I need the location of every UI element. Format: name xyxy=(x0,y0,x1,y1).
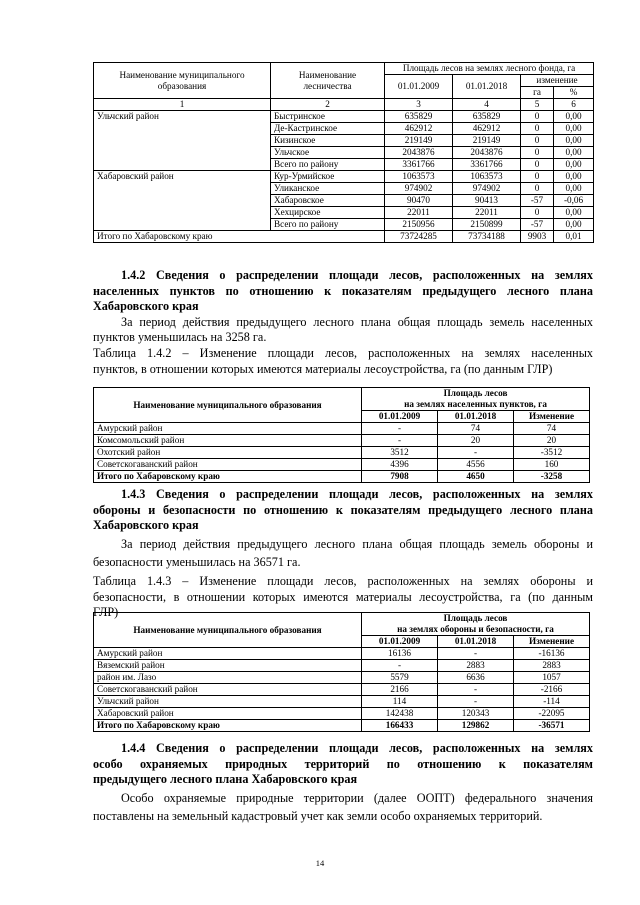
table-row xyxy=(94,648,590,660)
table1-header-municipal: Наименование муниципального образования xyxy=(94,63,271,99)
value-2018: 90413 xyxy=(453,195,521,207)
value-2009: - xyxy=(362,660,438,672)
total-label: Итого по Хабаровскому краю xyxy=(94,231,385,243)
change-ha: 0 xyxy=(521,135,554,147)
paragraph: поставлены на земельный кадастровый учет как земли особо охраняемых территорий. xyxy=(93,809,543,824)
table1-colnum-row xyxy=(94,99,594,111)
change-value: -114 xyxy=(514,696,590,708)
total-label: Итого по Хабаровскому краю xyxy=(94,471,362,483)
municipal-cell: Ульчский район xyxy=(94,111,271,171)
total-ha: 9903 xyxy=(521,231,554,243)
settlement-lands-table xyxy=(93,387,590,483)
value-2009: 3512 xyxy=(362,447,438,459)
table3-header-group: Площадь лесов на землях обороны и безопасности, га xyxy=(362,613,590,636)
table3-header-2009: 01.01.2009 xyxy=(362,636,438,648)
change-pct: 0,00 xyxy=(554,111,594,123)
table2-header-row-1 xyxy=(94,388,590,411)
change-pct: 0,00 xyxy=(554,159,594,171)
value-2018: 22011 xyxy=(453,207,521,219)
section-heading: 1.4.4 Сведения о распределении площади лесов, расположенных на землях xyxy=(121,741,593,755)
total-2009: 73724285 xyxy=(385,231,453,243)
value-2018: 2150899 xyxy=(453,219,521,231)
forestry-cell: Де-Кастринское xyxy=(271,123,385,135)
section-heading: предыдущего лесного плана Хабаровского края xyxy=(93,772,358,787)
change-value: -3512 xyxy=(514,447,590,459)
forestry-cell: Быстринское xyxy=(271,111,385,123)
municipal-cell: Ульчский район xyxy=(94,696,362,708)
change-pct: 0,00 xyxy=(554,135,594,147)
change-ha: 0 xyxy=(521,171,554,183)
table2-header-2018: 01.01.2018 xyxy=(438,411,514,423)
value-2009: 4396 xyxy=(362,459,438,471)
section-1-4-3 xyxy=(93,487,593,621)
table-row xyxy=(94,696,590,708)
colnum: 1 xyxy=(94,99,271,111)
colnum: 5 xyxy=(521,99,554,111)
municipal-cell: Амурский район xyxy=(94,648,362,660)
value-2018: - xyxy=(438,696,514,708)
change-ha: 0 xyxy=(521,147,554,159)
table-caption: безопасности, в отношении которых имеются материалы лесоустройства, га (по данным xyxy=(93,589,593,604)
table-row xyxy=(94,684,590,696)
paragraph: пунктов уменьшилась на 3258 га. xyxy=(93,330,267,345)
value-2009: 2166 xyxy=(362,684,438,696)
value-2018: 1063573 xyxy=(453,171,521,183)
table1-header-2018: 01.01.2018 xyxy=(453,75,521,99)
colnum: 3 xyxy=(385,99,453,111)
value-2018: 219149 xyxy=(453,135,521,147)
page-number: 14 xyxy=(315,858,325,868)
forestry-cell: Кур-Урмийское xyxy=(271,171,385,183)
value-2009: 5579 xyxy=(362,672,438,684)
value-2009: 2043876 xyxy=(385,147,453,159)
value-2018: 3361766 xyxy=(453,159,521,171)
table2-header-2009: 01.01.2009 xyxy=(362,411,438,423)
change-value: -22095 xyxy=(514,708,590,720)
total-2009: 166433 xyxy=(362,720,438,732)
paragraph: Особо охраняемые природные территории (далее ООПТ) федерального значения xyxy=(121,790,593,805)
value-2009: 635829 xyxy=(385,111,453,123)
section-heading: особо охраняемых природных территорий по отношению к показателям xyxy=(93,756,593,771)
change-ha: -57 xyxy=(521,195,554,207)
value-2018: 974902 xyxy=(453,183,521,195)
value-2009: 219149 xyxy=(385,135,453,147)
colnum: 4 xyxy=(453,99,521,111)
change-pct: 0,00 xyxy=(554,147,594,159)
table-row xyxy=(94,423,590,435)
colnum: 6 xyxy=(554,99,594,111)
municipal-cell: Комсомольский район xyxy=(94,435,362,447)
change-value: 160 xyxy=(514,459,590,471)
change-value: 20 xyxy=(514,435,590,447)
value-2018: - xyxy=(438,648,514,660)
value-2009: 1063573 xyxy=(385,171,453,183)
value-2009: - xyxy=(362,435,438,447)
change-pct: -0,06 xyxy=(554,195,594,207)
table1-total-row xyxy=(94,231,594,243)
table-caption: пунктов, в отношении которых имеются материалы лесоустройства, га (по данным ГЛР) xyxy=(93,361,553,376)
total-2009: 7908 xyxy=(362,471,438,483)
total-2018: 4650 xyxy=(438,471,514,483)
paragraph: безопасности уменьшилась на 36571 га. xyxy=(93,555,301,570)
section-1-4-2 xyxy=(93,268,593,377)
value-2009: 22011 xyxy=(385,207,453,219)
change-value: 74 xyxy=(514,423,590,435)
table-caption: Таблица 1.4.3 – Изменение площади лесов, расположенных на землях обороны и xyxy=(93,573,593,588)
section-heading: обороны и безопасности по отношению к показателям предыдущего лесного плана xyxy=(93,502,593,517)
value-2018: 2043876 xyxy=(453,147,521,159)
forestry-cell: Ульчское xyxy=(271,147,385,159)
municipal-cell: Охотский район xyxy=(94,447,362,459)
section-heading: населенных пунктов по отношению к показателям предыдущего лесного плана xyxy=(93,283,593,298)
value-2018: 635829 xyxy=(453,111,521,123)
total-change: -36571 xyxy=(514,720,590,732)
change-ha: 0 xyxy=(521,111,554,123)
table3-header-change: Изменение xyxy=(514,636,590,648)
table1-header-pct: % xyxy=(554,87,594,99)
value-2009: 114 xyxy=(362,696,438,708)
change-ha: 0 xyxy=(521,123,554,135)
table1-header-group: Площадь лесов на землях лесного фонда, га xyxy=(385,63,594,75)
value-2018: 462912 xyxy=(453,123,521,135)
value-2018: 120343 xyxy=(438,708,514,720)
total-pct: 0,01 xyxy=(554,231,594,243)
forestry-cell: Уликанское xyxy=(271,183,385,195)
municipal-cell: Хабаровский район xyxy=(94,708,362,720)
change-pct: 0,00 xyxy=(554,207,594,219)
forestry-cell: Хехцирское xyxy=(271,207,385,219)
table-row xyxy=(94,660,590,672)
change-value: 1057 xyxy=(514,672,590,684)
section-heading: 1.4.3 Сведения о распределении площади лесов, расположенных на землях xyxy=(121,487,593,501)
change-ha: 0 xyxy=(521,159,554,171)
value-2018: 2883 xyxy=(438,660,514,672)
table1-header-change: изменение xyxy=(521,75,594,87)
change-pct: 0,00 xyxy=(554,183,594,195)
change-ha: -57 xyxy=(521,219,554,231)
change-value: -2166 xyxy=(514,684,590,696)
section-1-4-4 xyxy=(93,741,593,825)
forestry-cell: Всего по району xyxy=(271,159,385,171)
change-pct: 0,00 xyxy=(554,171,594,183)
change-value: 2883 xyxy=(514,660,590,672)
table-row xyxy=(94,111,594,123)
forestry-cell: Хабаровское xyxy=(271,195,385,207)
table3-header-municipal: Наименование муниципального образования xyxy=(94,613,362,648)
value-2018: - xyxy=(438,684,514,696)
table1-header-row-1 xyxy=(94,63,594,75)
total-label: Итого по Хабаровскому краю xyxy=(94,720,362,732)
value-2009: 142438 xyxy=(362,708,438,720)
municipal-cell: район им. Лазо xyxy=(94,672,362,684)
table2-total-row xyxy=(94,471,590,483)
table-caption: ГЛР) xyxy=(93,605,119,620)
table-row xyxy=(94,435,590,447)
change-ha: 0 xyxy=(521,183,554,195)
table-caption: Таблица 1.4.2 – Изменение площади лесов, расположенных на землях населенных xyxy=(93,345,593,360)
colnum: 2 xyxy=(271,99,385,111)
table-row xyxy=(94,447,590,459)
paragraph: За период действия предыдущего лесного плана общая площадь земель населенных xyxy=(121,314,593,329)
change-value: -16136 xyxy=(514,648,590,660)
municipal-cell: Вяземский район xyxy=(94,660,362,672)
value-2009: 2150956 xyxy=(385,219,453,231)
table2-header-group: Площадь лесов на землях населенных пунктов, га xyxy=(362,388,590,411)
change-pct: 0,00 xyxy=(554,123,594,135)
value-2009: 462912 xyxy=(385,123,453,135)
change-pct: 0,00 xyxy=(554,219,594,231)
table2-header-change: Изменение xyxy=(514,411,590,423)
value-2009: 3361766 xyxy=(385,159,453,171)
table-row xyxy=(94,171,594,183)
value-2018: - xyxy=(438,447,514,459)
section-heading: 1.4.2 Сведения о распределении площади лесов, расположенных на землях xyxy=(121,268,593,282)
municipal-cell: Советскогаванский район xyxy=(94,684,362,696)
municipal-cell: Амурский район xyxy=(94,423,362,435)
table3-header-2018: 01.01.2018 xyxy=(438,636,514,648)
section-heading: Хабаровского края xyxy=(93,299,199,314)
forestry-cell: Всего по району xyxy=(271,219,385,231)
total-2018: 73734188 xyxy=(453,231,521,243)
value-2018: 6636 xyxy=(438,672,514,684)
table3-header-row-1 xyxy=(94,613,590,636)
table-row xyxy=(94,708,590,720)
value-2018: 4556 xyxy=(438,459,514,471)
table1-header-forestry: Наименование лесничества xyxy=(271,63,385,99)
table1-header-2009: 01.01.2009 xyxy=(385,75,453,99)
value-2009: 16136 xyxy=(362,648,438,660)
value-2009: - xyxy=(362,423,438,435)
section-heading: Хабаровского края xyxy=(93,518,199,533)
table3-total-row xyxy=(94,720,590,732)
defense-lands-table xyxy=(93,612,590,732)
forest-fund-area-table xyxy=(93,62,594,243)
table-row xyxy=(94,459,590,471)
table2-header-municipal: Наименование муниципального образования xyxy=(94,388,362,423)
paragraph: За период действия предыдущего лесного плана общая площадь земель обороны и xyxy=(121,536,593,551)
value-2018: 74 xyxy=(438,423,514,435)
value-2009: 974902 xyxy=(385,183,453,195)
value-2009: 90470 xyxy=(385,195,453,207)
municipal-cell: Советскогаванский район xyxy=(94,459,362,471)
change-ha: 0 xyxy=(521,207,554,219)
total-change: -3258 xyxy=(514,471,590,483)
table-row xyxy=(94,672,590,684)
table1-header-ha: га xyxy=(521,87,554,99)
forestry-cell: Кизинское xyxy=(271,135,385,147)
total-2018: 129862 xyxy=(438,720,514,732)
municipal-cell: Хабаровский район xyxy=(94,171,271,231)
value-2018: 20 xyxy=(438,435,514,447)
